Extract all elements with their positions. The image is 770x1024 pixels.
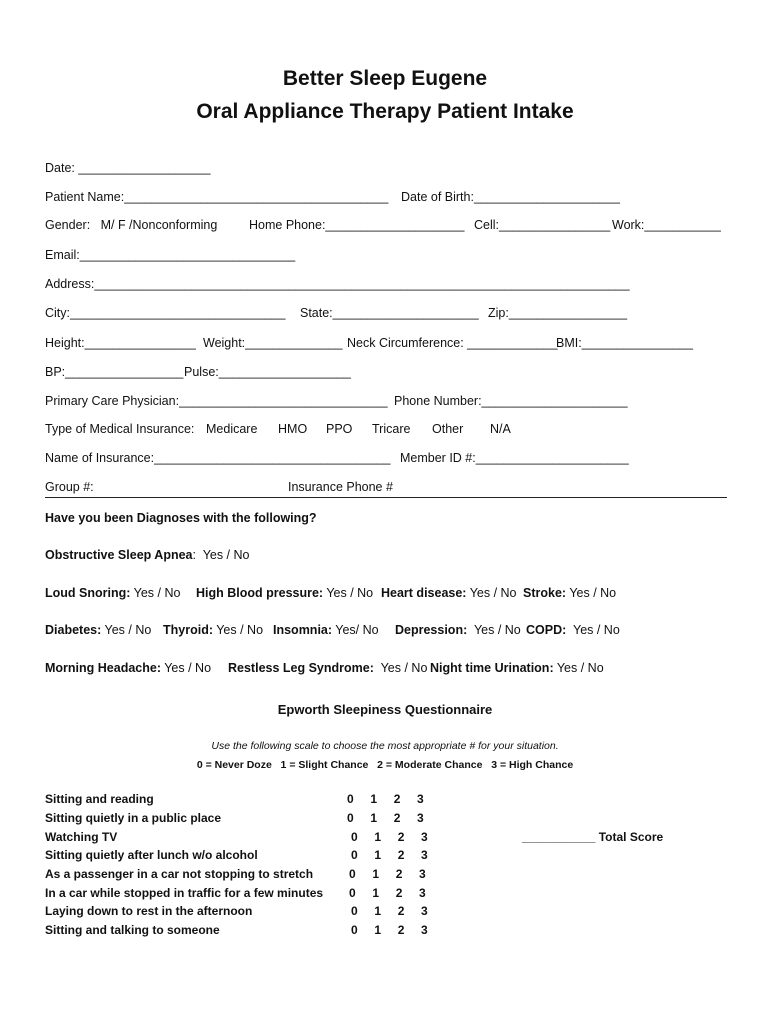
diagnosis-label: Restless Leg Syndrome:: [228, 661, 374, 675]
insurance-option-medicare[interactable]: Medicare: [206, 422, 258, 436]
thyroid-question[interactable]: [163, 623, 263, 638]
dob-field[interactable]: Date of Birth:_____________________: [401, 190, 620, 204]
form-title-line-2: Oral Appliance Therapy Patient Intake: [196, 100, 574, 123]
epworth-item-label: Watching TV: [45, 830, 118, 844]
insomnia-question[interactable]: [273, 623, 379, 638]
diabetes-question[interactable]: [45, 623, 151, 638]
gender-field[interactable]: Gender: M/ F /Nonconforming: [45, 218, 218, 232]
loud-snoring-question[interactable]: [45, 586, 180, 601]
epworth-item-label: In a car while stopped in traffic for a few minutes: [45, 886, 324, 900]
morning-headache-question[interactable]: [45, 661, 211, 676]
neck-circumference-field[interactable]: Neck Circumference: _____________: [347, 336, 558, 350]
heart-disease-question[interactable]: [381, 586, 517, 601]
diagnosis-answer[interactable]: Yes / No: [161, 661, 212, 675]
insurance-phone-field[interactable]: Insurance Phone #: [288, 480, 393, 494]
epworth-item-label: As a passenger in a car not stopping to stretch: [45, 867, 314, 881]
bp-field[interactable]: BP:_________________: [45, 365, 184, 379]
diagnosis-label: Morning Headache:: [45, 661, 161, 675]
epworth-item-scores[interactable]: 0 1 2 3: [349, 886, 426, 900]
epworth-item-scores[interactable]: 0 1 2 3: [349, 867, 426, 881]
osa-label: Obstructive Sleep Apnea: [45, 548, 193, 562]
epworth-scale: 0 = Never Doze 1 = Slight Chance 2 = Moderate Chance 3 = High Chance: [196, 759, 574, 771]
epworth-item-label: Sitting quietly in a public place: [45, 811, 222, 825]
epworth-item-scores[interactable]: 0 1 2 3: [351, 904, 428, 918]
diagnosis-label: Loud Snoring:: [45, 586, 131, 600]
weight-field[interactable]: Weight:______________: [203, 336, 343, 350]
date-field[interactable]: Date: ___________________: [45, 161, 211, 175]
diagnosis-label: Thyroid:: [163, 623, 213, 637]
group-number-field[interactable]: Group #:: [45, 480, 94, 494]
state-field[interactable]: State:_____________________: [300, 306, 479, 320]
patient-name-field[interactable]: Patient Name:______________________________________: [45, 190, 389, 204]
work-field[interactable]: Work:___________: [612, 218, 721, 232]
osa-question[interactable]: [45, 548, 249, 563]
diagnosis-answer[interactable]: Yes / No: [323, 586, 374, 600]
insurance-option-other[interactable]: Other: [432, 422, 464, 436]
osa-answer[interactable]: : Yes / No: [192, 548, 250, 562]
insurance-option-tricare[interactable]: Tricare: [372, 422, 411, 436]
copd-question[interactable]: [526, 623, 620, 638]
diagnosis-label: COPD:: [526, 623, 567, 637]
diagnosis-label: Insomnia:: [273, 623, 333, 637]
diagnosis-label: Stroke:: [523, 586, 567, 600]
insurance-option-ppo[interactable]: PPO: [326, 422, 353, 436]
epworth-item-scores[interactable]: 0 1 2 3: [351, 848, 428, 862]
physician-phone-field[interactable]: Phone Number:_____________________: [394, 394, 628, 408]
pulse-field[interactable]: Pulse:___________________: [184, 365, 351, 379]
diagnosis-answer[interactable]: Yes / No: [101, 623, 152, 637]
high-blood-pressure-question[interactable]: [196, 586, 373, 601]
diagnosis-label: Heart disease:: [381, 586, 467, 600]
diagnosis-label: High Blood pressure:: [196, 586, 324, 600]
diagnosis-answer[interactable]: Yes / No: [213, 623, 264, 637]
diagnoses-heading: Have you been Diagnoses with the following?: [45, 511, 317, 525]
epworth-item-scores[interactable]: 0 1 2 3: [351, 923, 428, 937]
diagnosis-answer[interactable]: Yes / No: [566, 586, 617, 600]
epworth-item-label: Sitting and talking to someone: [45, 923, 220, 937]
bmi-field[interactable]: BMI:________________: [556, 336, 693, 350]
epworth-title: Epworth Sleepiness Questionnaire: [277, 702, 493, 717]
form-title-line-1: Better Sleep Eugene: [282, 67, 488, 90]
epworth-item-label: Sitting and reading: [45, 792, 154, 806]
diagnosis-answer[interactable]: Yes / No: [130, 586, 181, 600]
total-score-field[interactable]: ___________ Total Score: [522, 830, 664, 844]
height-field[interactable]: Height:________________: [45, 336, 196, 350]
city-field[interactable]: City:_______________________________: [45, 306, 286, 320]
address-field[interactable]: Address:_____________________________________________________________________________: [45, 277, 630, 291]
epworth-item-label: Laying down to rest in the afternoon: [45, 904, 253, 918]
insurance-option-na[interactable]: N/A: [490, 422, 511, 436]
insurance-type-label: Type of Medical Insurance:: [45, 422, 195, 436]
cell-field[interactable]: Cell:________________: [474, 218, 611, 232]
diagnosis-answer[interactable]: Yes / No: [553, 661, 604, 675]
epworth-instruction: Use the following scale to choose the most appropriate # for your situation.: [211, 740, 559, 752]
stroke-question[interactable]: [523, 586, 616, 601]
insurance-option-hmo[interactable]: HMO: [278, 422, 308, 436]
member-id-field[interactable]: Member ID #:______________________: [400, 451, 629, 465]
zip-field[interactable]: Zip:_________________: [488, 306, 628, 320]
home-phone-field[interactable]: Home Phone:____________________: [249, 218, 465, 232]
section-divider: [45, 497, 727, 498]
diagnosis-label: Night time Urination:: [430, 661, 554, 675]
night-urination-question[interactable]: [430, 661, 604, 676]
diagnosis-answer[interactable]: Yes / No: [373, 661, 428, 675]
depression-question[interactable]: [395, 623, 521, 638]
primary-care-physician-field[interactable]: Primary Care Physician:______________________________: [45, 394, 388, 408]
epworth-item-label: Sitting quietly after lunch w/o alcohol: [45, 848, 258, 862]
diagnosis-label: Depression:: [395, 623, 468, 637]
diagnosis-answer[interactable]: Yes / No: [566, 623, 620, 637]
epworth-item-scores[interactable]: 0 1 2 3: [347, 811, 424, 825]
diagnosis-answer[interactable]: Yes / No: [467, 623, 521, 637]
restless-leg-question[interactable]: [228, 661, 427, 676]
epworth-item-scores[interactable]: 0 1 2 3: [347, 792, 424, 806]
email-field[interactable]: Email:_______________________________: [45, 248, 296, 262]
diagnosis-answer[interactable]: Yes/ No: [332, 623, 379, 637]
diagnosis-answer[interactable]: Yes / No: [466, 586, 517, 600]
diagnosis-label: Diabetes:: [45, 623, 102, 637]
insurance-name-field[interactable]: Name of Insurance:__________________________________: [45, 451, 391, 465]
epworth-item-scores[interactable]: 0 1 2 3: [351, 830, 428, 844]
